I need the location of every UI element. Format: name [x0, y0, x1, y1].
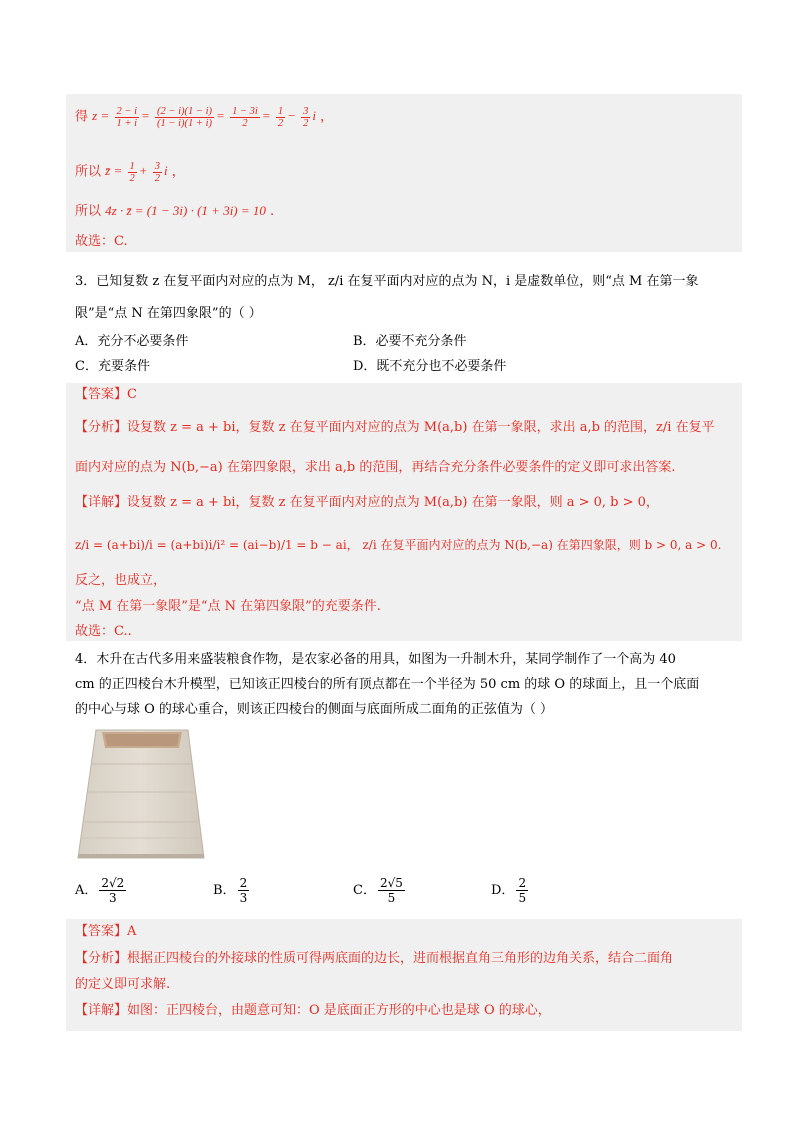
q3-detail-line-3: 反之，也成立，: [75, 573, 167, 588]
q4-detail-text-1: 如图：正四棱台，由题意可知：O 是底面正方形的中心也是球 O 的球心，: [127, 1003, 551, 1018]
q4-analysis-text-1: 根据正四棱台的外接球的性质可得两底面的边长，进而根据直角三角形的边角关系，结合二面角: [127, 951, 674, 966]
q4-option-c-numerator: 2√5: [379, 876, 403, 890]
prev-line-1: [75, 106, 333, 129]
prev-line-3-suffix: .: [270, 204, 275, 219]
q3-answer-tag: 【答案】: [75, 387, 128, 402]
q4-analysis-tag: 【分析】: [75, 951, 128, 966]
q3-option-c: C．充要条件: [75, 359, 150, 374]
q4-option-b-numerator: 2: [239, 876, 248, 890]
q4-option-a: [75, 876, 128, 905]
q3-answer-line: [75, 385, 137, 405]
prev-line-3-prefix: 所以: [75, 204, 102, 219]
q3-detail-tag: 【详解】: [75, 495, 128, 510]
prev-line-4: 故选：C.: [75, 234, 128, 249]
q4-option-d: [491, 876, 530, 905]
q4-option-c-denominator: 5: [387, 891, 396, 905]
q4-option-b: [213, 876, 251, 905]
q4-option-a-label: A．: [75, 883, 98, 898]
q3-stem-line-2: 限”是“点 N 在第四象限”的（ ）: [75, 306, 262, 321]
q4-option-c: [353, 876, 407, 905]
wooden-measure-box-photo: [76, 726, 206, 860]
q4-detail-line-1: [75, 1001, 551, 1021]
q3-analysis-line-1: [75, 418, 715, 438]
q4-answer-value: A: [127, 924, 137, 939]
prev-line-2: [75, 161, 185, 184]
q3-detail-line-2: z/i = (a+bi)/i = (a+bi)i/i² = (ai−b)/1 = b − ai， z/i 在复平面内对应的点为 N(b,−a) 在第四象限，则 b > 0, a > 0.: [75, 538, 722, 552]
q3-answer-value: C: [127, 387, 137, 402]
q3-stem-line-1: 3．已知复数 z 在复平面内对应的点为 M， z/i 在复平面内对应的点为 N，i 是虚数单位，则“点 M 在第一象: [75, 274, 699, 289]
q4-option-d-numerator: 2: [518, 876, 527, 890]
q3-analysis-line-2: 面内对应的点为 N(b,−a) 在第四象限，求出 a,b 的范围，再结合充分条件必要条件的定义即可求出答案.: [75, 460, 676, 475]
q4-option-a-denominator: 3: [109, 891, 117, 905]
q4-option-b-denominator: 3: [239, 891, 248, 905]
q4-stem-line-2: cm 的正四棱台木升模型，已知该正四棱台的所有顶点都在一个半径为 50 cm 的球 O 的球面上，且一个底面: [75, 677, 700, 692]
prev-line-3: [75, 201, 274, 222]
q4-stem-line-3: 的中心与球 O 的球心重合，则该正四棱台的侧面与底面所成二面角的正弦值为（ ）: [75, 702, 554, 717]
prev-line-2-prefix: 所以: [75, 164, 102, 180]
q4-answer-line: [75, 922, 136, 942]
q3-detail-text-1: 设复数 z = a + bi，复数 z 在复平面内对应的点为 M(a,b) 在第一象限，则 a > 0, b > 0，: [127, 495, 659, 510]
q3-detail-line-5: 故选：C..: [75, 624, 132, 639]
q4-option-d-denominator: 5: [518, 891, 527, 905]
q4-analysis-line-2: 的定义即可求解.: [75, 977, 171, 992]
q3-option-d: D．既不充分也不必要条件: [353, 359, 507, 374]
q3-option-a: A．充分不必要条件: [75, 334, 189, 349]
q4-stem-line-1: 4．木升在古代多用来盛装粮食作物，是农家必备的用具，如图为一升制木升，某同学制作了一个高为 40: [75, 652, 676, 667]
q4-option-b-label: B．: [213, 883, 236, 898]
q4-detail-tag: 【详解】: [75, 1003, 128, 1018]
prev-line-1-suffix: ，: [320, 109, 334, 125]
prev-line-1-math: z = $\frac{2 - i}{1 + i}$ = $\frac{(2 - i)(1 - i)}{(1 - i)(1 + i)}$ = $\frac{1 - 3i}{2}$ = $\frac{1}{2}$ − $\frac{3}{2}$ i: [92, 106, 317, 129]
prev-line-1-prefix: 得: [75, 109, 89, 125]
q3-analysis-text-1: 设复数 z = a + bi，复数 z 在复平面内对应的点为 M(a,b) 在第一象限，求出 a,b 的范围，z/i 在复平: [127, 420, 715, 435]
q3-option-b: B．必要不充分条件: [353, 334, 467, 349]
q3-detail-line-4: “点 M 在第一象限”是“点 N 在第四象限”的充要条件.: [75, 599, 381, 614]
q3-analysis-tag: 【分析】: [75, 420, 128, 435]
q3-detail-line-1: [75, 493, 659, 513]
q4-option-d-label: D．: [491, 883, 515, 898]
q4-option-c-label: C．: [353, 883, 376, 898]
prev-line-2-math: z̄ = $\frac{1}{2}$ + $\frac{3}{2}$ i: [105, 161, 168, 184]
q4-option-a-numerator: 2√2: [101, 876, 125, 890]
prev-line-2-suffix: ，: [171, 164, 185, 180]
prev-line-3-math: 4z · z̄ = (1 − 3i) · (1 + 3i) = 10: [105, 203, 266, 218]
q4-analysis-line-1: [75, 949, 673, 969]
q4-answer-tag: 【答案】: [75, 924, 128, 939]
